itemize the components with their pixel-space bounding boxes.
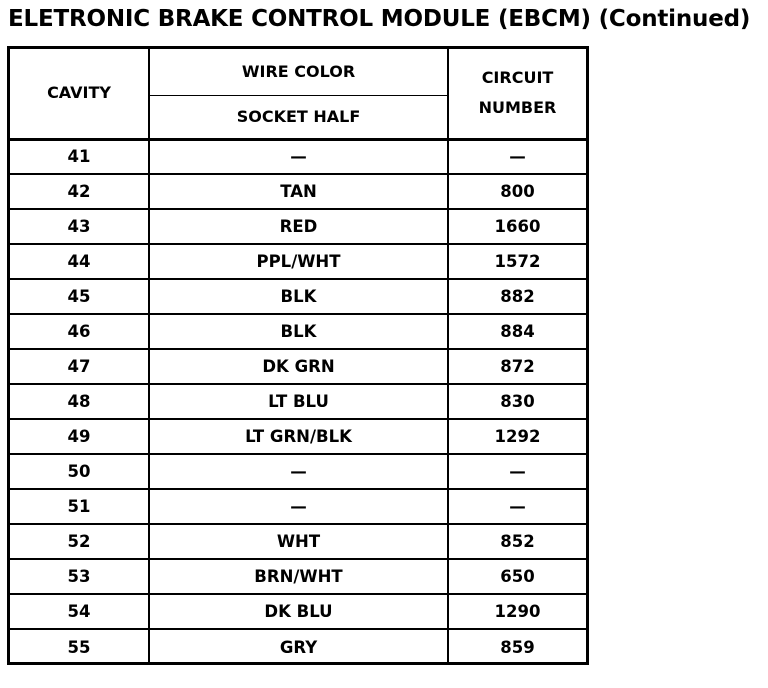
- cavity-cell: 53: [10, 559, 149, 594]
- wire-color-cell: PPL/WHT: [149, 244, 448, 279]
- table-row: [10, 314, 586, 349]
- header-circuit-number: [448, 49, 586, 139]
- cavity-cell: 55: [10, 629, 149, 664]
- cavity-cell: 42: [10, 174, 149, 209]
- cavity-cell: 46: [10, 314, 149, 349]
- cavity-cell: 52: [10, 524, 149, 559]
- table-row: [10, 454, 586, 489]
- header-wire-color: WIRE COLOR: [149, 49, 448, 95]
- circuit-number-cell: 1660: [448, 209, 586, 244]
- circuit-number-cell: 830: [448, 384, 586, 419]
- table-row: [10, 594, 586, 629]
- cavity-cell: 47: [10, 349, 149, 384]
- table-row: [10, 174, 586, 209]
- wire-color-cell: —: [149, 489, 448, 524]
- wire-color-cell: BRN/WHT: [149, 559, 448, 594]
- header-cavity: CAVITY: [47, 83, 111, 103]
- circuit-number-cell: 650: [448, 559, 586, 594]
- table-row: [10, 489, 586, 524]
- circuit-number-cell: 1292: [448, 419, 586, 454]
- wire-color-cell: DK BLU: [149, 594, 448, 629]
- table-body: [10, 139, 586, 664]
- wire-color-cell: RED: [149, 209, 448, 244]
- cavity-cell: 43: [10, 209, 149, 244]
- cavity-cell: 51: [10, 489, 149, 524]
- cavity-cell: 50: [10, 454, 149, 489]
- wire-color-cell: —: [149, 139, 448, 174]
- circuit-number-cell: 852: [448, 524, 586, 559]
- cavity-cell: 44: [10, 244, 149, 279]
- cavity-table: [10, 49, 586, 664]
- table-row: [10, 524, 586, 559]
- table-row: [10, 629, 586, 664]
- table-header: [10, 49, 586, 139]
- table-row: [10, 279, 586, 314]
- wire-color-cell: WHT: [149, 524, 448, 559]
- circuit-number-cell: 872: [448, 349, 586, 384]
- circuit-number-cell: 800: [448, 174, 586, 209]
- circuit-number-cell: —: [448, 454, 586, 489]
- wire-color-cell: LT GRN/BLK: [149, 419, 448, 454]
- circuit-number-cell: —: [448, 489, 586, 524]
- cavity-cell: 49: [10, 419, 149, 454]
- cavity-cell: 54: [10, 594, 149, 629]
- table-row: [10, 209, 586, 244]
- header-socket-half: SOCKET HALF: [149, 95, 448, 139]
- header-circuit-line2: NUMBER: [478, 98, 557, 118]
- wire-color-cell: BLK: [149, 279, 448, 314]
- circuit-number-cell: 884: [448, 314, 586, 349]
- circuit-number-cell: 859: [448, 629, 586, 664]
- circuit-number-cell: 1290: [448, 594, 586, 629]
- circuit-number-cell: —: [448, 139, 586, 174]
- cavity-cell: 41: [10, 139, 149, 174]
- table-row: [10, 559, 586, 594]
- table-row: [10, 139, 586, 174]
- wire-color-cell: —: [149, 454, 448, 489]
- header-circuit-line1: CIRCUIT: [481, 68, 554, 88]
- wire-color-cell: GRY: [149, 629, 448, 664]
- page-title: ELETRONIC BRAKE CONTROL MODULE (EBCM) (Continued): [8, 6, 751, 32]
- wire-color-cell: LT BLU: [149, 384, 448, 419]
- wire-color-cell: DK GRN: [149, 349, 448, 384]
- table-row: [10, 384, 586, 419]
- wire-color-cell: BLK: [149, 314, 448, 349]
- table-row: [10, 349, 586, 384]
- cavity-cell: 48: [10, 384, 149, 419]
- cavity-cell: 45: [10, 279, 149, 314]
- connector-table: [7, 46, 589, 665]
- circuit-number-cell: 1572: [448, 244, 586, 279]
- circuit-number-cell: 882: [448, 279, 586, 314]
- wire-color-cell: TAN: [149, 174, 448, 209]
- table-row: [10, 419, 586, 454]
- table-row: [10, 244, 586, 279]
